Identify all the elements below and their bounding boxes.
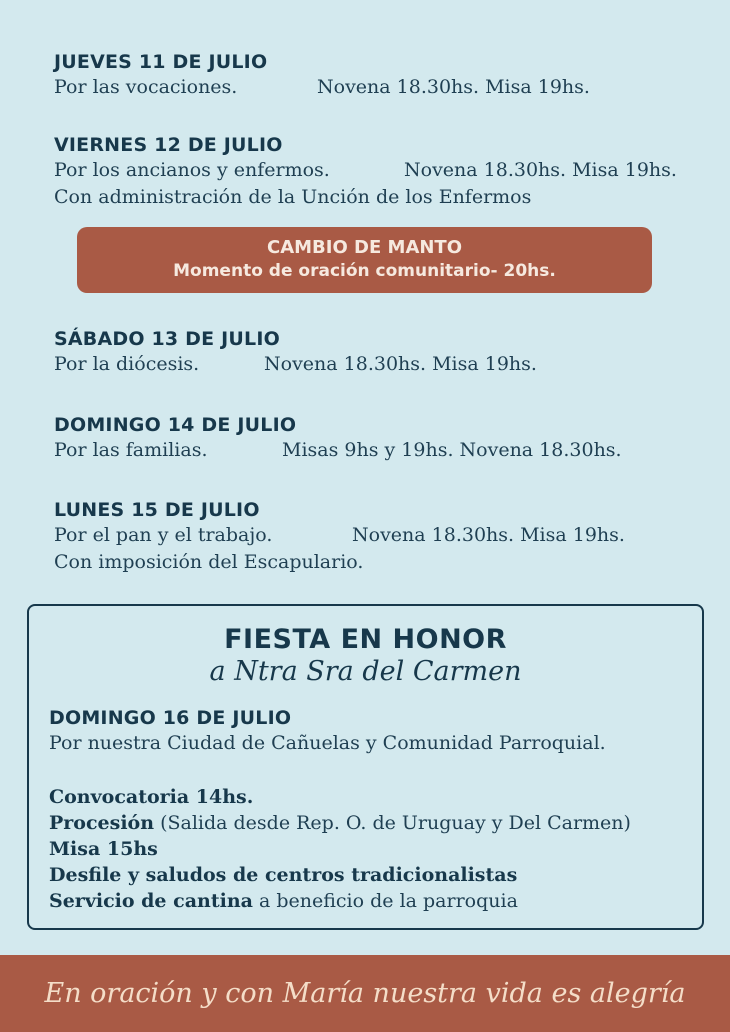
fiesta-subtitle: a Ntra Sra del Carmen	[209, 656, 522, 687]
day-block-lunes	[54, 498, 625, 576]
day-schedule: Novena 18.30hs. Misa 19hs.	[352, 524, 625, 546]
fiesta-item	[49, 888, 631, 914]
day-schedule: Novena 18.30hs. Misa 19hs.	[264, 353, 537, 375]
fiesta-item	[49, 836, 631, 862]
day-title: JUEVES 11 DE JULIO	[54, 51, 268, 73]
day-schedule: Misas 9hs y 19hs. Novena 18.30hs.	[282, 439, 622, 461]
fiesta-item	[49, 784, 631, 810]
fiesta-day-title: DOMINGO 16 DE JULIO	[49, 707, 292, 729]
fiesta-item	[49, 862, 631, 888]
day-extra: Con administración de la Unción de los Enfermos	[54, 186, 532, 208]
cambio-de-manto-banner	[77, 227, 652, 293]
fiesta-item-rest: a beneficio de la parroquia	[252, 890, 518, 912]
fiesta-item-rest: (Salida desde Rep. O. de Uruguay y Del Carmen)	[154, 812, 631, 834]
day-block-viernes	[54, 133, 677, 211]
day-block-jueves	[54, 50, 590, 101]
day-title: LUNES 15 DE JULIO	[54, 499, 260, 521]
day-extra: Con imposición del Escapulario.	[54, 551, 364, 573]
banner-title: CAMBIO DE MANTO	[266, 237, 463, 258]
fiesta-items	[49, 784, 631, 914]
fiesta-day-intent: Por nuestra Ciudad de Cañuelas y Comunidad Parroquial.	[49, 732, 606, 754]
day-title: VIERNES 12 DE JULIO	[54, 134, 283, 156]
fiesta-box	[27, 604, 704, 930]
fiesta-item-bold: Misa 15hs	[49, 838, 158, 860]
day-schedule: Novena 18.30hs. Misa 19hs.	[317, 76, 590, 98]
footer-motto: En oración y con María nuestra vida es alegría	[0, 955, 730, 1032]
day-intent: Por los ancianos y enfermos.	[54, 159, 330, 181]
fiesta-item	[49, 810, 631, 836]
day-intent: Por las vocaciones.	[54, 76, 238, 98]
fiesta-title: FIESTA EN HONOR	[224, 624, 507, 655]
day-title: SÁBADO 13 DE JULIO	[54, 328, 280, 350]
day-block-domingo-14	[54, 413, 622, 464]
fiesta-day	[49, 706, 606, 757]
day-intent: Por el pan y el trabajo.	[54, 524, 273, 546]
banner-subtitle: Momento de oración comunitario- 20hs.	[173, 261, 556, 281]
day-block-sabado	[54, 327, 537, 378]
fiesta-item-bold: Convocatoria 14hs.	[49, 786, 254, 808]
fiesta-item-bold: Desfile y saludos de centros tradicionalistas	[49, 864, 518, 886]
day-title: DOMINGO 14 DE JULIO	[54, 414, 297, 436]
day-intent: Por las familias.	[54, 439, 208, 461]
fiesta-item-bold: Procesión	[49, 812, 155, 834]
fiesta-item-bold: Servicio de cantina	[49, 890, 253, 912]
day-intent: Por la diócesis.	[54, 353, 200, 375]
day-schedule: Novena 18.30hs. Misa 19hs.	[404, 159, 677, 181]
